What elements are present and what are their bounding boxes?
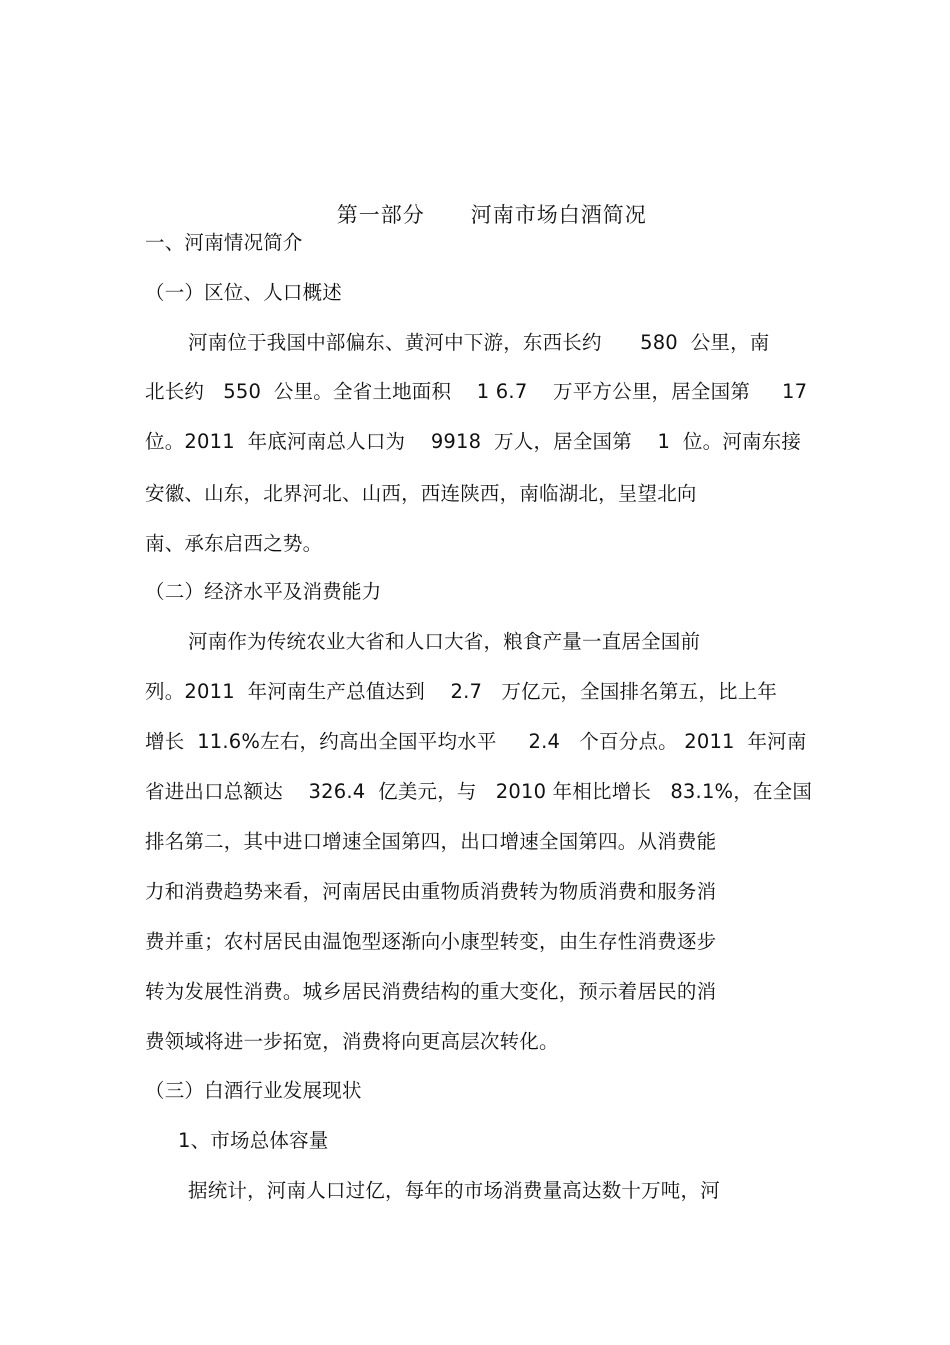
paragraph-line: 北长约 550 公里。全省土地面积 1 6.7 万平方公里，居全国第 17 [145, 380, 808, 403]
subsection-heading: （三）白酒行业发展现状 [145, 1079, 362, 1102]
section-heading: 一、河南情况简介 [145, 231, 303, 254]
paragraph-line: 河南位于我国中部偏东、黄河中下游，东西长约 580 公里，南 [188, 331, 770, 354]
paragraph-line: 河南作为传统农业大省和人口大省，粮食产量一直居全国前 [188, 630, 701, 653]
paragraph-line: 力和消费趋势来看，河南居民由重物质消费转为物质消费和服务消 [145, 880, 717, 903]
paragraph-line: 费并重；农村居民由温饱型逐渐向小康型转变，由生存性消费逐步 [145, 930, 717, 953]
subsection-heading: （一）区位、人口概述 [145, 281, 343, 304]
item-heading: 1、市场总体容量 [178, 1129, 329, 1152]
page-title [306, 176, 647, 254]
title-text: 河南市场白酒简况 [470, 203, 647, 227]
paragraph-line: 转为发展性消费。城乡居民消费结构的重大变化，预示着居民的消 [145, 980, 717, 1003]
paragraph-line: 省进出口总额达 326.4 亿美元，与 2010 年相比增长 83.1%，在全国 [145, 780, 813, 803]
title-part: 第一部分 [336, 203, 425, 227]
paragraph-line: 安徽、山东，北界河北、山西，西连陕西，南临湖北，呈望北向 [145, 482, 697, 505]
paragraph-line: 据统计，河南人口过亿，每年的市场消费量高达数十万吨，河 [188, 1179, 720, 1202]
paragraph-line: 列。2011 年河南生产总值达到 2.7 万亿元，全国排名第五，比上年 [145, 680, 778, 703]
subsection-heading: （二）经济水平及消费能力 [145, 580, 382, 603]
paragraph-line: 南、承东启西之势。 [145, 532, 323, 555]
paragraph-line: 费领域将进一步拓宽，消费将向更高层次转化。 [145, 1030, 559, 1053]
paragraph-line: 排名第二，其中进口增速全国第四，出口增速全国第四。从消费能 [145, 830, 717, 853]
paragraph-line: 增长 11.6%左右，约高出全国平均水平 2.4 个百分点。 2011 年河南 [145, 730, 807, 753]
paragraph-line: 位。2011 年底河南总人口为 9918 万人，居全国第 1 位。河南东接 [145, 430, 802, 453]
